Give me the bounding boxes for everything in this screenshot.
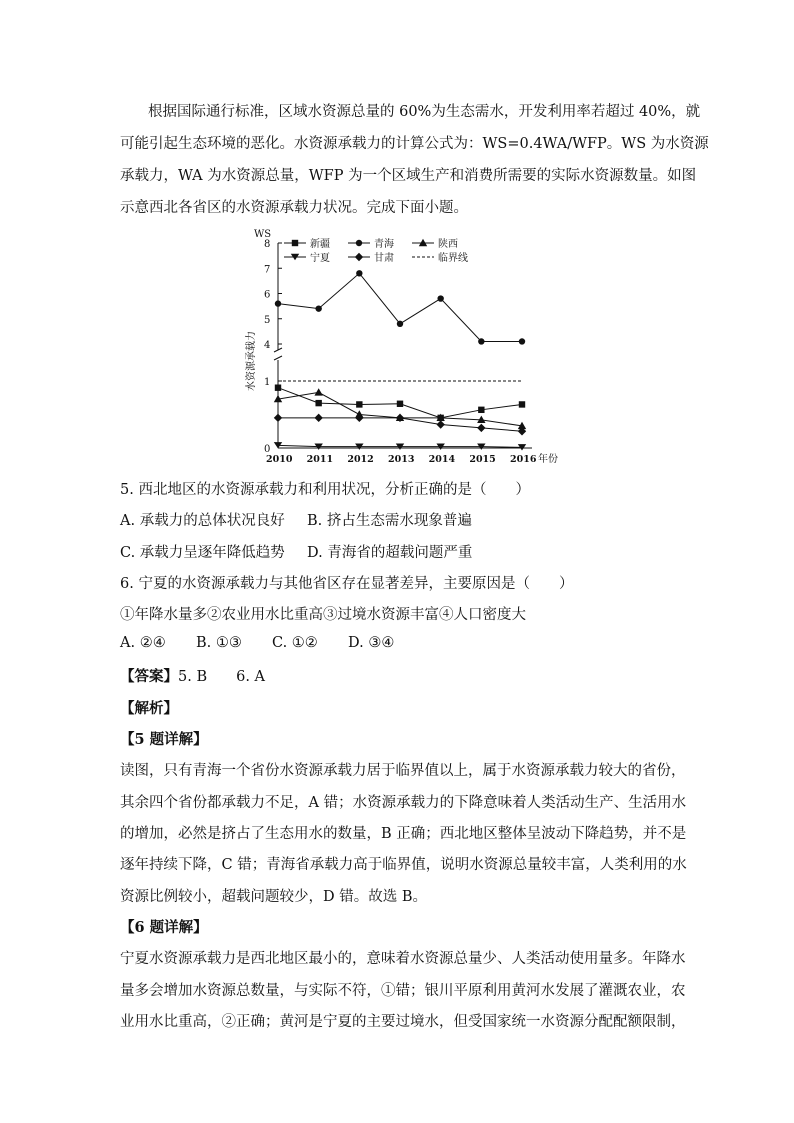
q5-option-b: B. 挤占生态需水现象普遍 [307, 513, 472, 529]
d5-line-1: 读图，只有青海一个省份水资源承载力居于临界值以上，属于水资源承载力较大的省份， [120, 763, 686, 779]
legend-label: 陕西 [438, 239, 458, 250]
y-tick-label: 4 [264, 340, 271, 351]
square-marker [478, 407, 484, 413]
q5-option-a: A. 承载力的总体状况良好 [120, 513, 285, 529]
d5-line-2: 其余四个省份都承载力不足，A 错；水资源承载力的下降意味着人类活动生产、生活用水 [120, 795, 687, 811]
y-axis-label: 水资源承载力 [246, 331, 257, 391]
circle-marker [437, 295, 443, 301]
legend-label: 青海 [374, 239, 394, 250]
d6-line-3: 业用水比重高，②正确；黄河是宁夏的主要过境水，但受国家统一水资源分配配额限制， [120, 1014, 686, 1030]
square-marker [397, 401, 403, 407]
legend-label: 宁夏 [310, 253, 330, 264]
diamond-marker [436, 420, 444, 428]
intro-line-3: 承载力，WA 为水资源总量，WFP 为一个区域生产和消费所需要的实际水资源数量。如图 [120, 168, 697, 184]
series-甘肃 [274, 414, 526, 436]
d6-label: 【6 题详解】 [120, 919, 208, 936]
q6-option-b: B. ①③ [196, 635, 242, 651]
analysis-label: 【解析】 [120, 700, 178, 717]
y-tick-label: 8 [264, 239, 271, 250]
q6-items: ①年降水量多②农业用水比重高③过境水资源丰富④人口密度大 [120, 607, 526, 623]
q6-option-a: A. ②④ [120, 635, 166, 651]
answer-row [120, 665, 265, 686]
diamond-marker [314, 414, 322, 422]
d5-line-3: 的增加，必然是挤占了生态用水的数量，B 正确；西北地区整体呈波动下降趋势，并不是 [120, 826, 687, 842]
x-axis-label: 年份 [538, 454, 558, 465]
chart-legend [284, 237, 468, 264]
legend-item-宁夏 [284, 251, 330, 264]
diamond-marker [477, 424, 485, 432]
answer-text: 5. B 6. A [178, 669, 266, 685]
chart-series [274, 270, 526, 450]
legend-label: 新疆 [310, 239, 330, 250]
square-marker [356, 401, 362, 407]
water-capacity-line-chart [220, 226, 580, 471]
x-tick-label: 2011 [306, 454, 334, 465]
legend-label: 临界线 [438, 253, 468, 264]
q6-option-d: D. ③④ [348, 635, 395, 651]
x-tick-label: 2016 [510, 454, 537, 465]
d5-line-4: 逐年持续下降，C 错；青海省承载力高于临界值，说明水资源总量较丰富，人类利用的水 [120, 857, 687, 873]
intro-line-1: 根据国际通行标准，区域水资源总量的 60%为生态需水，开发利用率若超过 40%，就 [148, 104, 701, 120]
legend-item-甘肃 [348, 251, 394, 264]
y-tick-label: 6 [264, 289, 271, 301]
legend-item-青海 [348, 237, 394, 250]
q6-option-c: C. ①② [272, 635, 318, 651]
circle-marker [397, 321, 403, 327]
circle-marker [275, 300, 281, 306]
circle-marker [315, 305, 321, 311]
circle-marker [356, 240, 362, 246]
q5-stem: 5. 西北地区的水资源承载力和利用状况，分析正确的是（ ） [120, 482, 530, 498]
y-tick-label: 5 [264, 314, 271, 326]
q5-options-row-2 [120, 541, 472, 562]
y-axis-top-label: WS [254, 229, 272, 240]
chart-axes [244, 229, 558, 465]
q5-options-row-1 [120, 509, 472, 530]
q5-option-d: D. 青海省的超载问题严重 [307, 545, 473, 561]
d6-line-2: 量多会增加水资源总数量，与实际不符，①错；银川平原利用黄河水发展了灌溉农业，农 [120, 983, 686, 999]
legend-item-陕西 [412, 237, 458, 250]
y-tick-label: 7 [264, 264, 271, 276]
y-axis-break-mark [274, 348, 282, 360]
q5-option-c: C. 承载力呈逐年降低趋势 [120, 545, 285, 561]
legend-label: 甘肃 [374, 253, 394, 264]
series-line [278, 273, 522, 341]
x-tick-label: 2010 [266, 454, 293, 465]
series-青海 [275, 270, 525, 345]
square-marker [292, 240, 298, 246]
circle-marker [519, 338, 525, 344]
square-marker [275, 385, 281, 391]
y-tick-label: 0 [264, 444, 271, 455]
x-tick-label: 2012 [347, 454, 374, 465]
x-tick-label: 2014 [428, 454, 456, 465]
y-tick-label: 1 [264, 377, 271, 388]
circle-marker [356, 270, 362, 276]
triangle-up-marker [314, 388, 322, 395]
answer-label: 【答案】 [120, 668, 178, 685]
square-marker [315, 400, 321, 406]
diamond-marker [355, 253, 363, 261]
legend-item-临界线 [412, 251, 468, 264]
diamond-marker [274, 414, 282, 422]
d5-line-5: 资源比例较小，超载问题较少，D 错。故选 B。 [120, 889, 427, 905]
series-宁夏 [274, 442, 526, 450]
square-marker [519, 401, 525, 407]
legend-item-新疆 [284, 238, 330, 250]
circle-marker [478, 338, 484, 344]
d6-line-1: 宁夏水资源承载力是西北地区最小的，意味着水资源总量少、人类活动使用量多。年降水 [120, 951, 686, 967]
d5-label: 【5 题详解】 [120, 731, 208, 748]
q6-stem: 6. 宁夏的水资源承载力与其他省区存在显著差异，主要原因是（ ） [120, 576, 574, 592]
intro-line-4: 示意西北各省区的水资源承载力状况。完成下面小题。 [120, 200, 468, 216]
q6-options-row [120, 635, 394, 651]
x-tick-label: 2015 [469, 454, 496, 465]
intro-line-2: 可能引起生态环境的恶化。水资源承载力的计算公式为：WS=0.4WA/WFP。WS 为水资源 [120, 136, 709, 152]
x-tick-label: 2013 [388, 454, 415, 465]
